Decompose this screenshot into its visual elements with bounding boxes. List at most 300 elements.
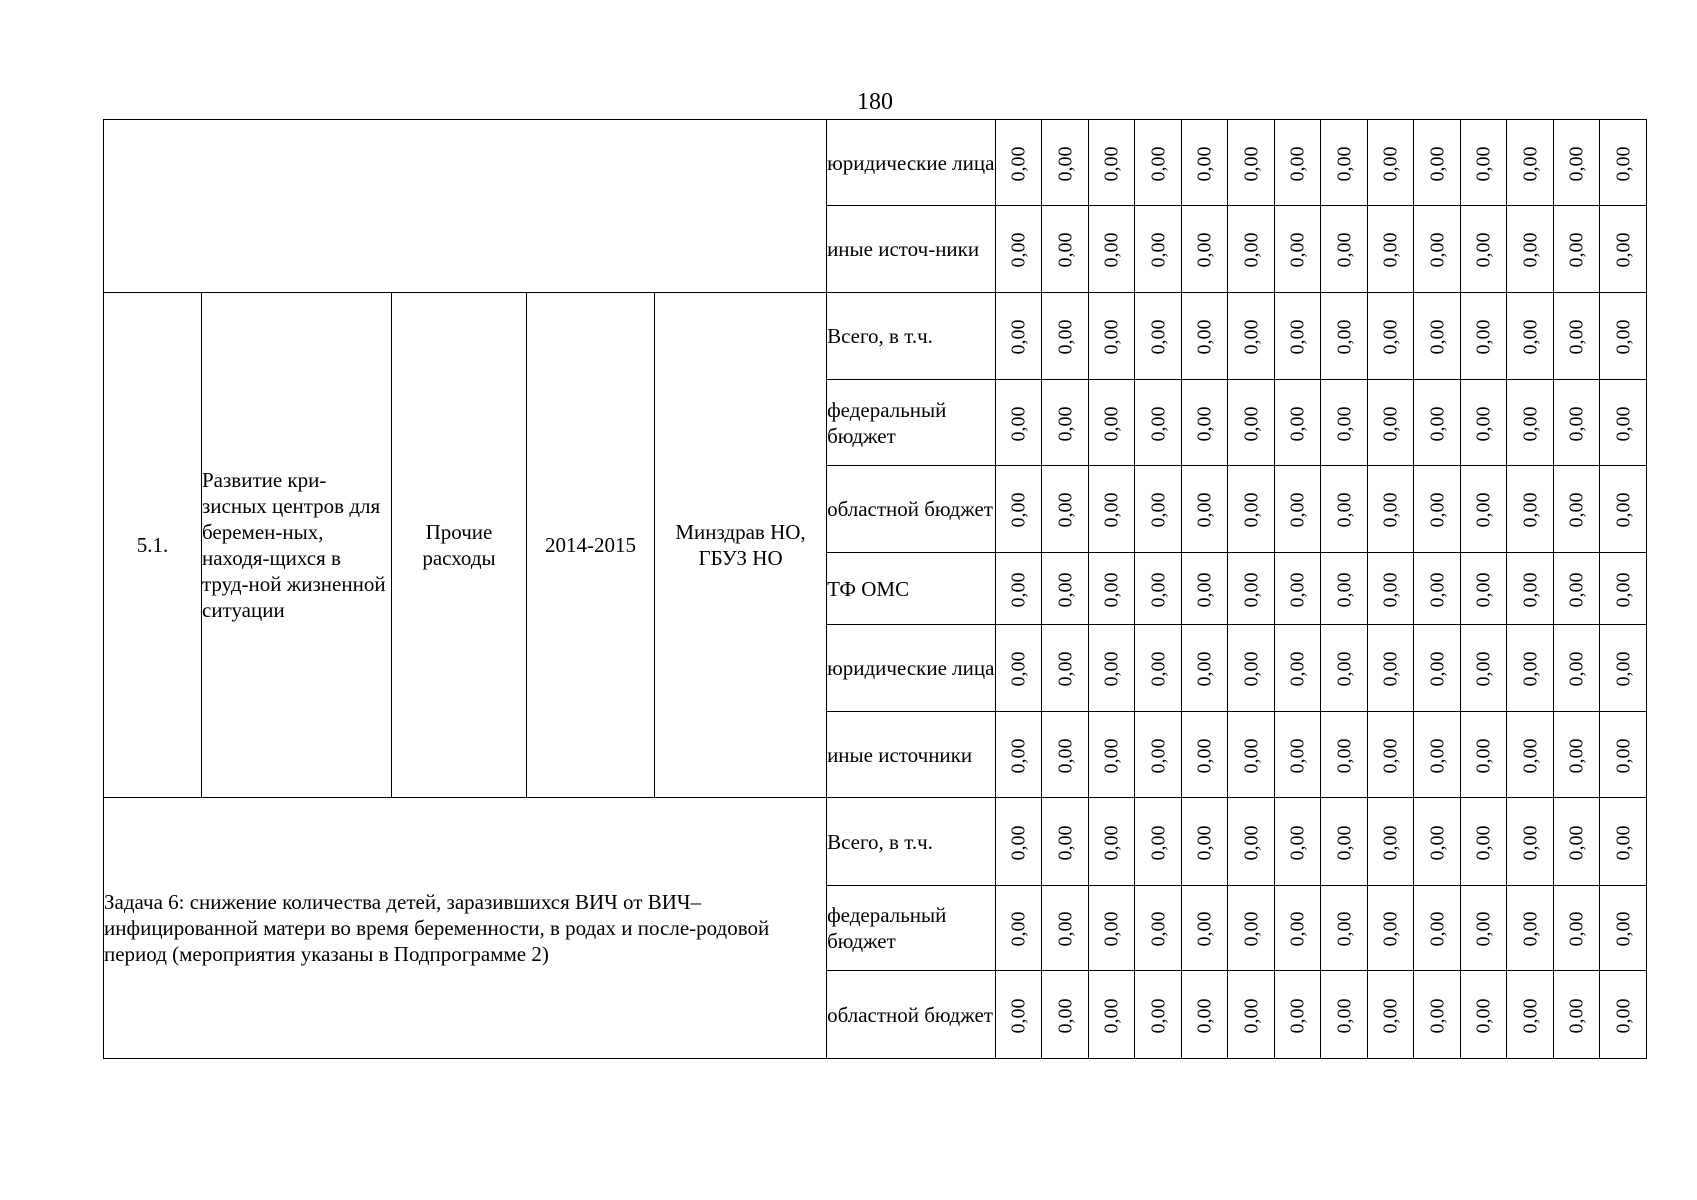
value-text: 0,00 — [1147, 406, 1170, 441]
value-cell — [1275, 466, 1321, 553]
value-text: 0,00 — [1240, 738, 1263, 773]
value-text: 0,00 — [1472, 998, 1495, 1033]
value-cell — [1275, 625, 1321, 712]
value-cell — [1275, 380, 1321, 466]
value-cell — [1600, 206, 1647, 293]
value-cell — [1089, 886, 1135, 971]
value-text: 0,00 — [1193, 825, 1216, 860]
value-text: 0,00 — [1286, 406, 1309, 441]
value-text: 0,00 — [1054, 406, 1077, 441]
value-text: 0,00 — [1519, 406, 1542, 441]
value-cell — [1182, 466, 1228, 553]
value-text: 0,00 — [1240, 998, 1263, 1033]
value-text: 0,00 — [1426, 146, 1449, 181]
value-cell — [996, 712, 1042, 798]
item-name: Развитие кри-зисных центров для беремен-ных, находя-щихся в труд-ной жизненной ситуации — [202, 293, 392, 798]
value-cell — [996, 206, 1042, 293]
value-text: 0,00 — [1333, 319, 1356, 355]
value-cell — [1368, 553, 1414, 625]
period: 2014-2015 — [527, 293, 655, 798]
value-cell — [1321, 206, 1368, 293]
value-cell — [1554, 625, 1600, 712]
value-text: 0,00 — [1240, 319, 1263, 355]
value-text: 0,00 — [1193, 406, 1216, 441]
value-text: 0,00 — [1379, 651, 1402, 687]
value-text: 0,00 — [1193, 911, 1216, 947]
value-cell — [1507, 886, 1554, 971]
value-cell — [1507, 293, 1554, 380]
source-label: областной бюджет — [827, 971, 996, 1059]
value-cell — [1135, 206, 1182, 293]
value-text: 0,00 — [1240, 825, 1263, 860]
value-text: 0,00 — [1007, 825, 1030, 860]
value-cell — [1135, 553, 1182, 625]
value-cell — [1507, 625, 1554, 712]
value-cell — [1368, 466, 1414, 553]
value-cell — [1507, 120, 1554, 206]
value-text: 0,00 — [1147, 319, 1170, 355]
value-text: 0,00 — [1286, 146, 1309, 181]
value-text: 0,00 — [1147, 825, 1170, 860]
value-text: 0,00 — [1286, 572, 1309, 607]
value-text: 0,00 — [1426, 319, 1449, 355]
value-cell — [1414, 553, 1461, 625]
value-cell — [1414, 625, 1461, 712]
value-cell — [1554, 206, 1600, 293]
value-text: 0,00 — [1007, 998, 1030, 1033]
value-cell — [1600, 971, 1647, 1059]
value-cell — [1182, 120, 1228, 206]
value-cell — [1461, 120, 1507, 206]
value-text: 0,00 — [1379, 911, 1402, 947]
value-cell — [1321, 293, 1368, 380]
value-cell — [1182, 712, 1228, 798]
value-text: 0,00 — [1426, 825, 1449, 860]
value-text: 0,00 — [1426, 232, 1449, 268]
value-text: 0,00 — [1100, 572, 1123, 607]
value-text: 0,00 — [1379, 492, 1402, 528]
value-text: 0,00 — [1286, 738, 1309, 773]
budget-table — [103, 119, 1647, 1059]
value-text: 0,00 — [1286, 492, 1309, 528]
value-cell — [1135, 798, 1182, 886]
value-text: 0,00 — [1519, 232, 1542, 268]
value-text: 0,00 — [1100, 146, 1123, 181]
value-cell — [996, 886, 1042, 971]
value-text: 0,00 — [1519, 825, 1542, 860]
value-text: 0,00 — [1472, 651, 1495, 687]
value-cell — [1461, 466, 1507, 553]
value-cell — [1368, 971, 1414, 1059]
value-cell — [1042, 380, 1089, 466]
value-text: 0,00 — [1472, 572, 1495, 607]
source-label: ТФ ОМС — [827, 553, 996, 625]
page-number: 180 — [857, 89, 893, 115]
value-cell — [1507, 553, 1554, 625]
value-cell — [1228, 380, 1275, 466]
value-text: 0,00 — [1333, 825, 1356, 860]
value-cell — [1321, 120, 1368, 206]
value-text: 0,00 — [1565, 572, 1588, 607]
value-cell — [1461, 293, 1507, 380]
blank-header-cell — [104, 120, 827, 293]
value-text: 0,00 — [1333, 406, 1356, 441]
value-text: 0,00 — [1054, 651, 1077, 687]
value-text: 0,00 — [1333, 911, 1356, 947]
value-cell — [1321, 798, 1368, 886]
value-cell — [1414, 712, 1461, 798]
value-text: 0,00 — [1472, 146, 1495, 181]
item-number: 5.1. — [104, 293, 202, 798]
value-cell — [996, 553, 1042, 625]
value-text: 0,00 — [1333, 738, 1356, 773]
value-text: 0,00 — [1147, 492, 1170, 528]
value-cell — [1042, 293, 1089, 380]
value-text: 0,00 — [1286, 319, 1309, 355]
value-cell — [1600, 886, 1647, 971]
value-cell — [1414, 798, 1461, 886]
value-cell — [1461, 971, 1507, 1059]
value-text: 0,00 — [1240, 651, 1263, 687]
value-text: 0,00 — [1426, 492, 1449, 528]
value-text: 0,00 — [1054, 825, 1077, 860]
expense-type: Прочие расходы — [392, 293, 527, 798]
value-cell — [1321, 466, 1368, 553]
value-cell — [1228, 293, 1275, 380]
value-text: 0,00 — [1054, 492, 1077, 528]
value-text: 0,00 — [1100, 651, 1123, 687]
value-text: 0,00 — [1379, 825, 1402, 860]
value-cell — [1600, 466, 1647, 553]
value-text: 0,00 — [1612, 572, 1635, 607]
value-text: 0,00 — [1565, 651, 1588, 687]
value-text: 0,00 — [1007, 232, 1030, 268]
value-text: 0,00 — [1240, 232, 1263, 268]
value-text: 0,00 — [1286, 998, 1309, 1033]
value-cell — [1135, 625, 1182, 712]
table-row — [104, 293, 1647, 380]
value-text: 0,00 — [1426, 651, 1449, 687]
value-cell — [1182, 293, 1228, 380]
value-cell — [1507, 798, 1554, 886]
value-cell — [1321, 380, 1368, 466]
value-cell — [1228, 120, 1275, 206]
source-label: иные источ-ники — [827, 206, 996, 293]
value-cell — [1089, 971, 1135, 1059]
value-text: 0,00 — [1240, 146, 1263, 181]
value-cell — [1321, 712, 1368, 798]
value-text: 0,00 — [1147, 651, 1170, 687]
value-text: 0,00 — [1612, 825, 1635, 860]
executor: Минздрав НО, ГБУЗ НО — [655, 293, 827, 798]
value-text: 0,00 — [1612, 651, 1635, 687]
value-cell — [1228, 625, 1275, 712]
value-text: 0,00 — [1147, 572, 1170, 607]
value-text: 0,00 — [1426, 911, 1449, 947]
value-cell — [1368, 798, 1414, 886]
value-text: 0,00 — [1193, 319, 1216, 355]
value-cell — [1135, 886, 1182, 971]
task-description: Задача 6: снижение количества детей, заразившихся ВИЧ от ВИЧ–инфицированной матери во время беременности, в родах и после-родовой период (мероприятия указаны в Подпрограмме 2) — [104, 798, 827, 1059]
value-text: 0,00 — [1472, 911, 1495, 947]
value-text: 0,00 — [1333, 651, 1356, 687]
value-text: 0,00 — [1565, 406, 1588, 441]
value-cell — [1414, 293, 1461, 380]
value-cell — [1414, 971, 1461, 1059]
value-cell — [1321, 886, 1368, 971]
value-cell — [1600, 798, 1647, 886]
value-text: 0,00 — [1007, 911, 1030, 947]
value-text: 0,00 — [1193, 572, 1216, 607]
value-cell — [1228, 798, 1275, 886]
value-text: 0,00 — [1100, 406, 1123, 441]
value-text: 0,00 — [1193, 651, 1216, 687]
value-text: 0,00 — [1193, 998, 1216, 1033]
value-text: 0,00 — [1379, 232, 1402, 268]
value-text: 0,00 — [1472, 492, 1495, 528]
value-cell — [1600, 553, 1647, 625]
value-text: 0,00 — [1100, 319, 1123, 355]
value-text: 0,00 — [1333, 146, 1356, 181]
value-cell — [1275, 553, 1321, 625]
value-text: 0,00 — [1519, 572, 1542, 607]
value-cell — [1507, 380, 1554, 466]
value-cell — [1554, 553, 1600, 625]
value-text: 0,00 — [1333, 572, 1356, 607]
value-cell — [1554, 120, 1600, 206]
source-label: иные источники — [827, 712, 996, 798]
value-text: 0,00 — [1054, 232, 1077, 268]
value-text: 0,00 — [1333, 232, 1356, 268]
value-cell — [1507, 712, 1554, 798]
value-text: 0,00 — [1054, 738, 1077, 773]
value-cell — [1461, 625, 1507, 712]
value-cell — [1228, 712, 1275, 798]
value-cell — [1414, 380, 1461, 466]
value-text: 0,00 — [1565, 738, 1588, 773]
value-cell — [1135, 380, 1182, 466]
value-text: 0,00 — [1100, 492, 1123, 528]
value-cell — [1089, 553, 1135, 625]
value-text: 0,00 — [1565, 825, 1588, 860]
value-text: 0,00 — [1007, 651, 1030, 687]
value-cell — [1461, 712, 1507, 798]
value-cell — [996, 798, 1042, 886]
value-text: 0,00 — [1240, 911, 1263, 947]
source-label: областной бюджет — [827, 466, 996, 553]
value-cell — [1089, 466, 1135, 553]
value-cell — [1368, 712, 1414, 798]
value-text: 0,00 — [1100, 911, 1123, 947]
value-cell — [1135, 466, 1182, 553]
value-cell — [1275, 712, 1321, 798]
value-text: 0,00 — [1472, 825, 1495, 860]
value-text: 0,00 — [1100, 232, 1123, 268]
value-text: 0,00 — [1612, 146, 1635, 181]
value-text: 0,00 — [1286, 232, 1309, 268]
value-cell — [1135, 712, 1182, 798]
value-text: 0,00 — [1565, 232, 1588, 268]
value-text: 0,00 — [1054, 146, 1077, 181]
value-text: 0,00 — [1147, 232, 1170, 268]
value-text: 0,00 — [1426, 998, 1449, 1033]
value-text: 0,00 — [1612, 911, 1635, 947]
value-text: 0,00 — [1472, 319, 1495, 355]
value-text: 0,00 — [1054, 572, 1077, 607]
value-cell — [1275, 206, 1321, 293]
value-cell — [1461, 886, 1507, 971]
value-cell — [1414, 206, 1461, 293]
value-cell — [1275, 293, 1321, 380]
value-text: 0,00 — [1565, 492, 1588, 528]
value-text: 0,00 — [1007, 492, 1030, 528]
value-text: 0,00 — [1193, 232, 1216, 268]
value-text: 0,00 — [1007, 406, 1030, 441]
value-text: 0,00 — [1426, 406, 1449, 441]
value-cell — [1042, 466, 1089, 553]
value-cell — [1554, 886, 1600, 971]
value-text: 0,00 — [1100, 738, 1123, 773]
value-text: 0,00 — [1240, 406, 1263, 441]
value-cell — [1414, 466, 1461, 553]
value-cell — [1507, 206, 1554, 293]
value-cell — [1600, 120, 1647, 206]
value-text: 0,00 — [1379, 998, 1402, 1033]
value-cell — [1554, 712, 1600, 798]
value-text: 0,00 — [1519, 492, 1542, 528]
value-cell — [1321, 553, 1368, 625]
value-cell — [1228, 206, 1275, 293]
value-text: 0,00 — [1379, 146, 1402, 181]
value-cell — [1275, 886, 1321, 971]
value-text: 0,00 — [1379, 319, 1402, 355]
value-cell — [1368, 293, 1414, 380]
value-cell — [1182, 971, 1228, 1059]
value-text: 0,00 — [1147, 998, 1170, 1033]
value-text: 0,00 — [1565, 146, 1588, 181]
value-cell — [1042, 625, 1089, 712]
value-text: 0,00 — [1007, 572, 1030, 607]
value-cell — [1042, 120, 1089, 206]
value-text: 0,00 — [1472, 738, 1495, 773]
value-cell — [1042, 886, 1089, 971]
value-text: 0,00 — [1147, 146, 1170, 181]
value-cell — [1321, 625, 1368, 712]
value-cell — [1275, 120, 1321, 206]
value-cell — [1182, 553, 1228, 625]
value-cell — [1461, 380, 1507, 466]
value-text: 0,00 — [1519, 319, 1542, 355]
value-text: 0,00 — [1565, 319, 1588, 355]
value-text: 0,00 — [1007, 738, 1030, 773]
source-label: юридические лица — [827, 120, 996, 206]
value-cell — [1089, 120, 1135, 206]
value-text: 0,00 — [1054, 911, 1077, 947]
value-cell — [1089, 712, 1135, 798]
source-label: юридические лица — [827, 625, 996, 712]
value-text: 0,00 — [1519, 738, 1542, 773]
value-cell — [1228, 466, 1275, 553]
value-text: 0,00 — [1565, 911, 1588, 947]
value-text: 0,00 — [1379, 572, 1402, 607]
value-text: 0,00 — [1193, 492, 1216, 528]
value-text: 0,00 — [1333, 492, 1356, 528]
value-text: 0,00 — [1379, 406, 1402, 441]
value-cell — [1414, 886, 1461, 971]
value-cell — [1600, 380, 1647, 466]
value-text: 0,00 — [1612, 492, 1635, 528]
value-cell — [1461, 798, 1507, 886]
value-cell — [1600, 712, 1647, 798]
value-cell — [1042, 798, 1089, 886]
value-text: 0,00 — [1193, 146, 1216, 181]
value-cell — [1042, 712, 1089, 798]
value-text: 0,00 — [1612, 738, 1635, 773]
value-text: 0,00 — [1147, 738, 1170, 773]
value-cell — [1089, 380, 1135, 466]
value-cell — [1554, 380, 1600, 466]
value-cell — [1089, 293, 1135, 380]
value-cell — [1135, 120, 1182, 206]
value-cell — [1182, 798, 1228, 886]
source-label: федеральный бюджет — [827, 380, 996, 466]
value-cell — [1554, 798, 1600, 886]
value-cell — [1461, 206, 1507, 293]
value-cell — [996, 120, 1042, 206]
value-text: 0,00 — [1612, 319, 1635, 355]
value-cell — [1321, 971, 1368, 1059]
source-label: Всего, в т.ч. — [827, 293, 996, 380]
value-cell — [1182, 886, 1228, 971]
value-cell — [1182, 380, 1228, 466]
value-text: 0,00 — [1379, 738, 1402, 773]
value-cell — [1042, 971, 1089, 1059]
value-text: 0,00 — [1426, 738, 1449, 773]
value-text: 0,00 — [1054, 319, 1077, 355]
value-text: 0,00 — [1240, 572, 1263, 607]
value-text: 0,00 — [1519, 146, 1542, 181]
value-text: 0,00 — [1054, 998, 1077, 1033]
value-cell — [1089, 206, 1135, 293]
value-cell — [1368, 380, 1414, 466]
value-cell — [1275, 971, 1321, 1059]
value-text: 0,00 — [1333, 998, 1356, 1033]
value-text: 0,00 — [1240, 492, 1263, 528]
value-text: 0,00 — [1472, 232, 1495, 268]
value-cell — [1042, 206, 1089, 293]
value-cell — [1554, 293, 1600, 380]
value-cell — [1554, 466, 1600, 553]
value-cell — [996, 380, 1042, 466]
source-label: Всего, в т.ч. — [827, 798, 996, 886]
value-cell — [1600, 293, 1647, 380]
value-text: 0,00 — [1007, 319, 1030, 355]
value-text: 0,00 — [1286, 911, 1309, 947]
value-cell — [1228, 971, 1275, 1059]
value-text: 0,00 — [1286, 651, 1309, 687]
table-row — [104, 120, 1647, 206]
value-text: 0,00 — [1193, 738, 1216, 773]
value-cell — [1135, 293, 1182, 380]
value-text: 0,00 — [1286, 825, 1309, 860]
value-text: 0,00 — [1519, 651, 1542, 687]
value-cell — [1135, 971, 1182, 1059]
value-cell — [996, 625, 1042, 712]
value-cell — [996, 466, 1042, 553]
value-cell — [996, 293, 1042, 380]
value-text: 0,00 — [1612, 998, 1635, 1033]
value-text: 0,00 — [1147, 911, 1170, 947]
